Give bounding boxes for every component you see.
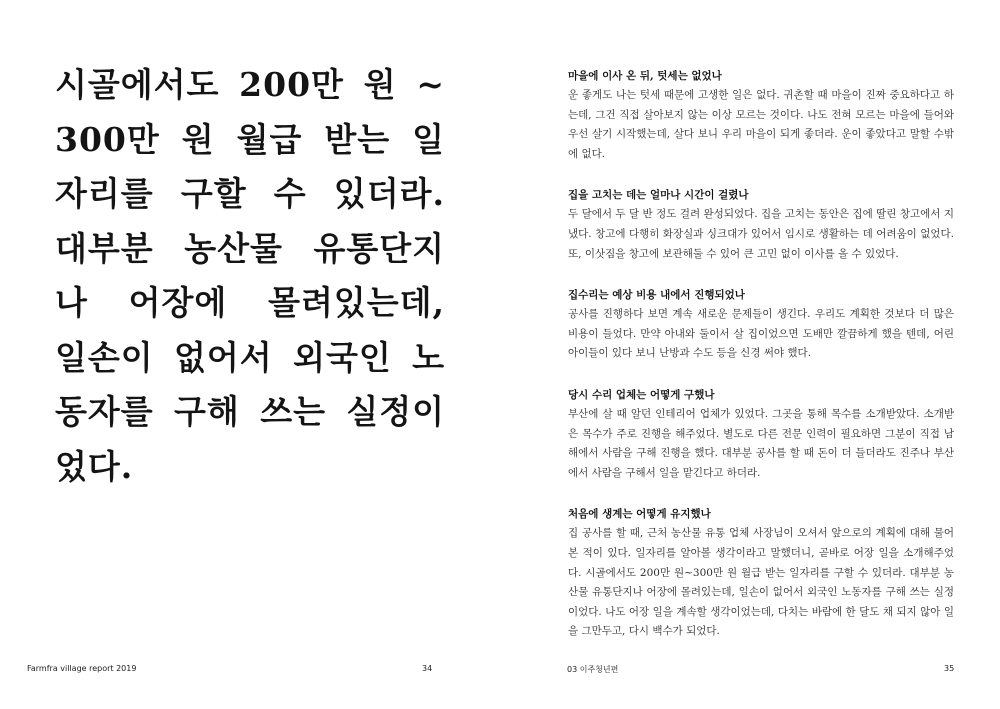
qa-item (568, 185, 954, 264)
page-number: 35 (944, 664, 955, 673)
footer-report-title: Farmfra village report 2019 (27, 664, 137, 673)
qa-item (568, 285, 954, 364)
question-heading: 마을에 이사 온 뒤, 텃세는 없었나 (568, 70, 722, 82)
answer-paragraph: 공사를 진행하다 보면 계속 새로운 문제들이 생긴다. 우리도 계획한 것보다 더 많은 비용이 들었다. 만약 아내와 둘이서 살 집이었으면 도배만 깔끔하게 했을 텐데, 어린아이들이 있다 보니 난방과 수도 등을 신경 써야 했다. (568, 308, 954, 360)
pull-quote: 시골에서도 200만 원 ~ 300만 원 월급 받는 일자리를 구할 수 있더라. 대부분 농산물 유통단지나 어장에 몰려있는데, 일손이 없어서 외국인 노동자를 구해 쓰는 실정이었다. (55, 65, 445, 486)
page-number: 34 (422, 664, 433, 673)
answer-paragraph: 두 달에서 두 달 반 정도 걸려 완성되었다. 집을 고치는 동안은 집에 딸린 창고에서 지냈다. 창고에 다행히 화장실과 싱크대가 있어서 임시로 생활하는 데 어려움이 없었다. 또, 이삿짐을 창고에 보관해둘 수 있어 큰 고민 없이 이사를 올 수 있었다. (568, 208, 954, 260)
answer-paragraph: 부산에 살 때 알던 인테리어 업체가 있었다. 그곳을 통해 목수를 소개받았다. 소개받은 목수가 주로 진행을 해주었다. 별도로 다른 전문 인력이 필요하면 그분이 직접 남해에서 사람을 구해 진행을 했다. 대부분 공사를 할 때 돈이 더 들더라도 진주나 부산에서 사람을 구해서 일을 맡긴다고 하더라. (568, 407, 954, 479)
question-heading: 집수리는 예상 비용 내에서 진행되었나 (568, 289, 745, 302)
question-heading: 집을 고치는 데는 얼마나 시간이 걸렸나 (568, 189, 749, 202)
answer-paragraph: 집 공사를 할 때, 근처 농산물 유통 업체 사장님이 오셔서 앞으로의 계획에 대해 물어본 적이 있다. 일자리를 알아볼 생각이라고 말했더니, 곧바로 어장 일을 소개해주었다. 시골에서도 200만 원~300만 원 월급 받는 일자리를 구할 수 있더라. 대부분 농산물 유통단지나 어장에 몰려있는데, 일손이 없어서 외국인 노동자를 구해 쓰는 실정이었다. 나도 어장 일을 계속할 생각이었는데, 다치는 바람에 한 달도 채 되지 않아 일을 그만두고, 다시 백수가 되었다. (568, 527, 954, 638)
question-heading: 처음에 생계는 어떻게 유지했나 (568, 508, 711, 521)
qa-item (568, 66, 954, 164)
interview-qa-list (568, 66, 954, 663)
right-page (500, 0, 1000, 709)
footer-section-title: 03 이주청년편 (567, 665, 619, 674)
question-heading: 당시 수리 업체는 어떻게 구했나 (568, 388, 715, 401)
qa-item (568, 504, 954, 642)
answer-paragraph: 운 좋게도 나는 텃세 때문에 고생한 일은 없다. 귀촌할 때 마을이 진짜 중요하다고 하는데, 그건 직접 살아보지 않는 이상 모르는 것이다. 나도 전혀 모르는 마을에 들어와 우선 살기 시작했는데, 살다 보니 우리 마을이 되게 좋더라. 운이 좋았다고 말할 수밖에 없다. (568, 89, 954, 160)
qa-item (568, 385, 954, 483)
